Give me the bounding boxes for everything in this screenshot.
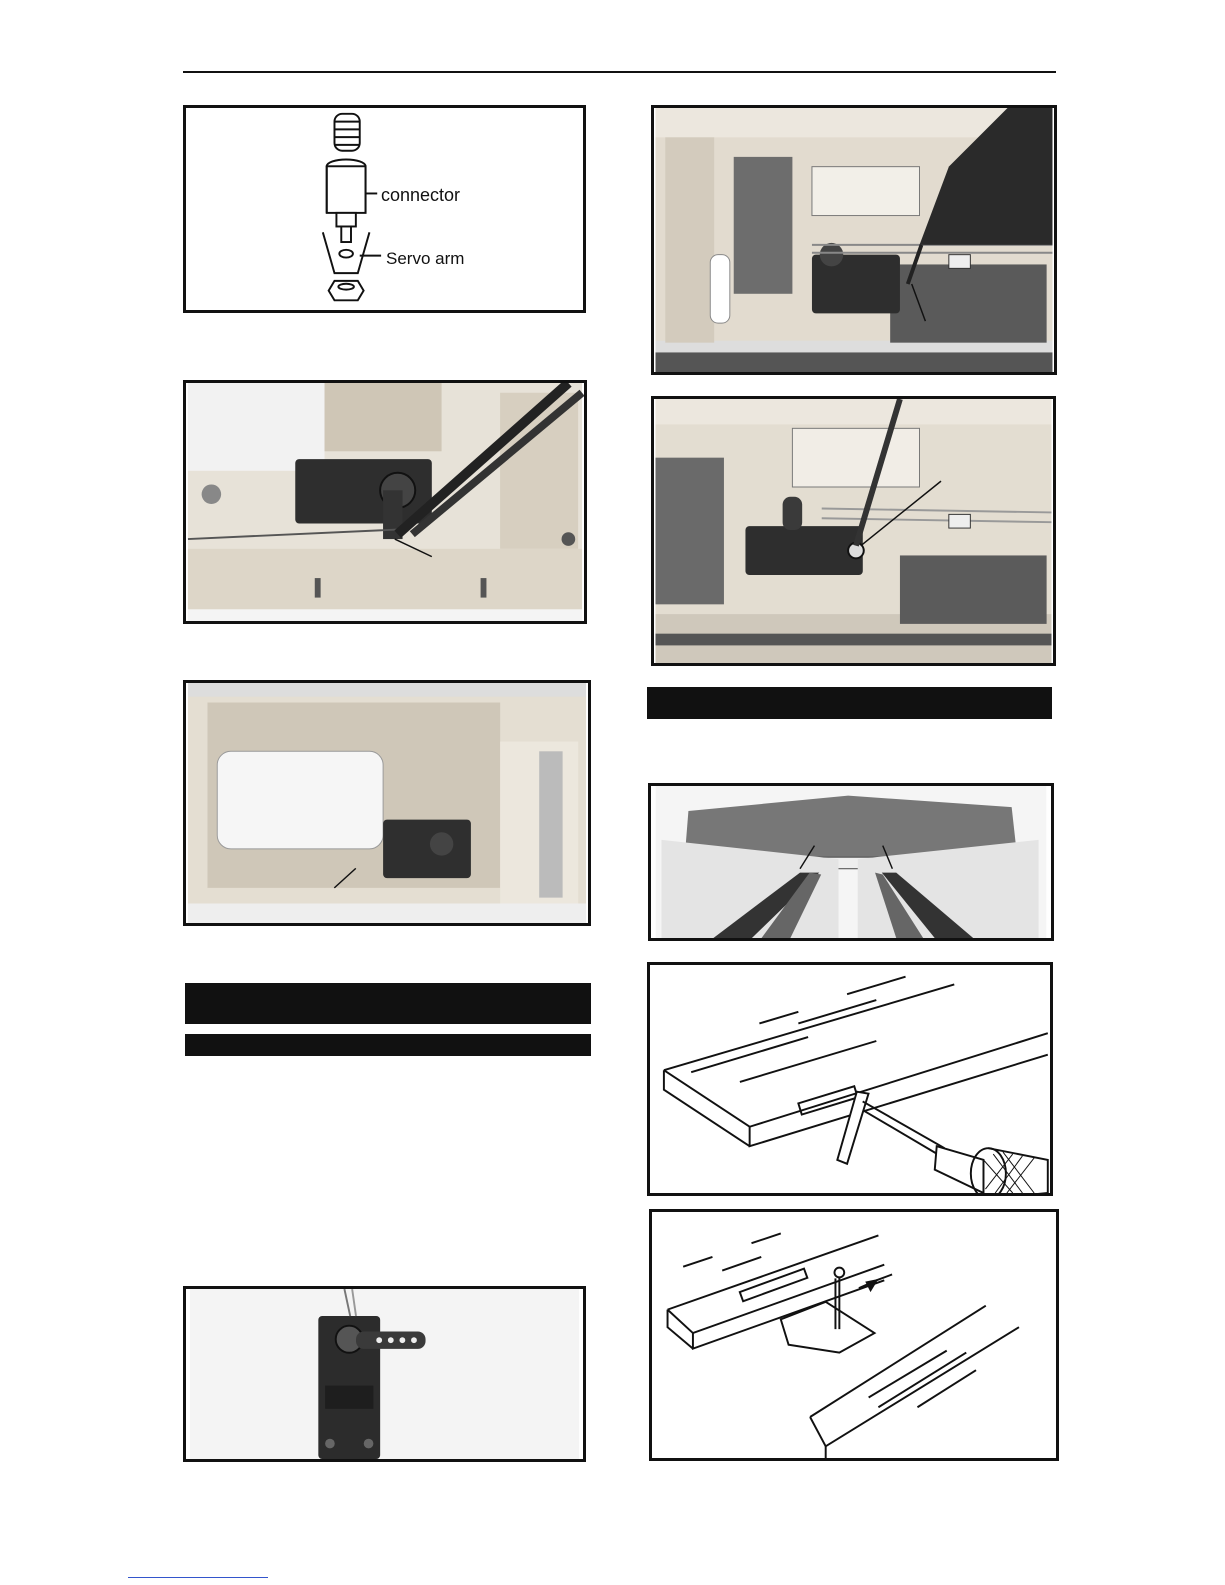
- subsection-header-bar: [185, 1034, 591, 1056]
- right-section-header-bar: [647, 687, 1052, 719]
- section-header-bar: [185, 983, 591, 1024]
- hinge-pin-illustration-art: [652, 1212, 1056, 1458]
- figure-photo-servo-arm: [183, 1286, 586, 1462]
- photo-fuel-tank-art: [186, 683, 588, 923]
- figure-connector-diagram: [183, 105, 586, 313]
- figure-photo-fuel-tank: [183, 680, 591, 926]
- servo-arm-label: Servo arm: [386, 249, 465, 268]
- photo-elevators-art: [651, 786, 1051, 938]
- figure-photo-drill-servo: [651, 105, 1057, 375]
- photo-servo-arm-art: [186, 1289, 583, 1459]
- footer-link-underline: [128, 1577, 268, 1578]
- connector-diagram-art: [186, 108, 583, 310]
- figure-hinge-slot-illustration: [647, 962, 1053, 1196]
- figure-hinge-pin-illustration: [649, 1209, 1059, 1461]
- figure-photo-servo-mounted: [651, 396, 1056, 666]
- figure-photo-servo-screwdriver: [183, 380, 587, 624]
- connector-label: connector: [381, 185, 461, 205]
- figure-photo-elevators: [648, 783, 1054, 941]
- photo-drill-servo-art: [654, 108, 1054, 372]
- hinge-slot-illustration-art: [650, 965, 1050, 1193]
- photo-servo-screwdriver-art: [186, 383, 584, 621]
- photo-servo-mounted-art: [654, 399, 1053, 663]
- header-rule: [183, 71, 1056, 73]
